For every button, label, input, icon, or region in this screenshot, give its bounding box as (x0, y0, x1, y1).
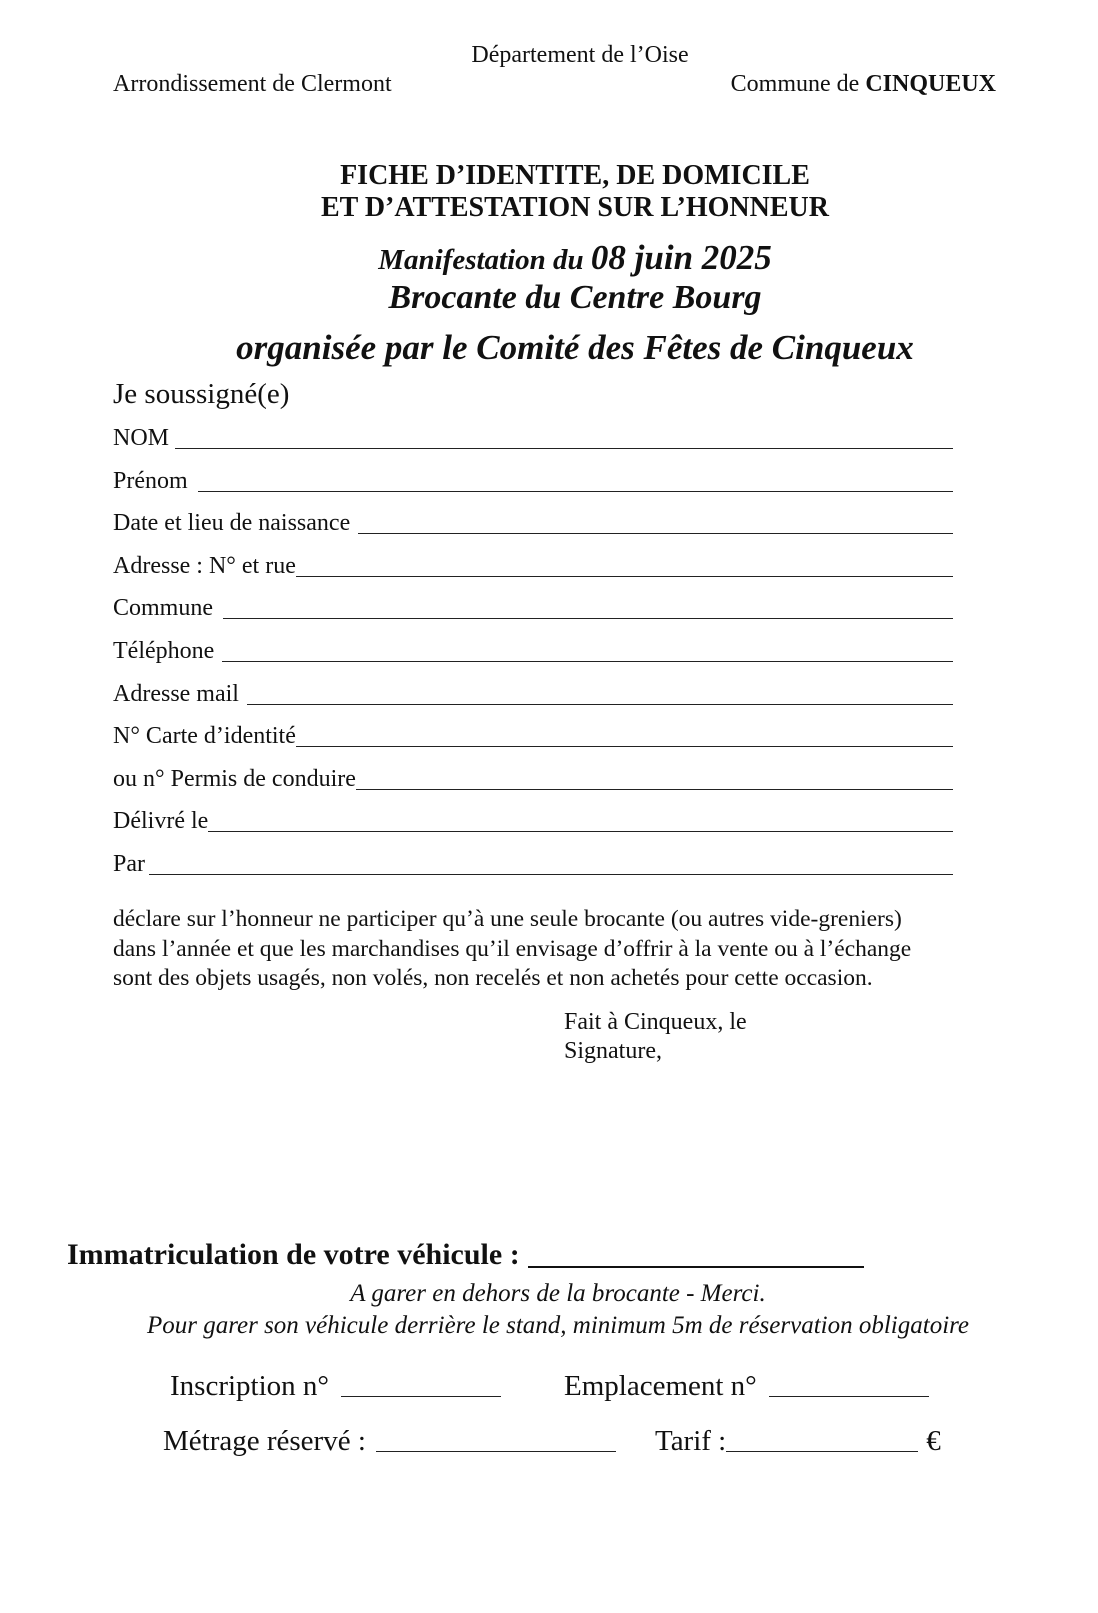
metrage-field (163, 1423, 616, 1458)
field-mail-label: Adresse mail (113, 681, 239, 707)
form-intro: Je soussigné(e) (113, 378, 290, 410)
vehicle-registration (67, 1236, 864, 1272)
event-organizer: organisée par le Comité des Fêtes de Cinqueux (236, 328, 914, 367)
field-par-label: Par (113, 851, 145, 877)
tarif-label: Tarif : (655, 1425, 727, 1457)
event-date-line (0, 238, 1098, 278)
declaration-text (113, 905, 1043, 994)
emplacement-label: Emplacement n° (564, 1370, 757, 1402)
vehicle-registration-label: Immatriculation de votre véhicule : (67, 1238, 520, 1271)
field-delivre (113, 803, 953, 835)
field-telephone-input-line[interactable] (222, 637, 953, 662)
commune-header (731, 71, 996, 98)
declaration-line-1: déclare sur l’honneur ne participer qu’à une seule brocante (ou autres vide-greniers) (113, 906, 902, 932)
field-telephone-label: Téléphone (113, 638, 215, 664)
field-nom-label: NOM (113, 425, 170, 451)
event-name: Brocante du Centre Bourg (388, 279, 762, 316)
inscription-field (170, 1368, 501, 1403)
emplacement-input-line[interactable] (769, 1368, 929, 1397)
declaration-line-3: sont des objets usagés, non volés, non recelés et non achetés pour cette occasion. (113, 965, 873, 991)
event-date: 08 juin 2025 (590, 238, 772, 277)
vehicle-registration-input-line[interactable] (528, 1236, 864, 1268)
arrondissement-header: Arrondissement de Clermont (113, 71, 392, 97)
currency-symbol: € (926, 1425, 941, 1457)
field-carte-identite-label: N° Carte d’identité (113, 723, 296, 749)
field-permis (113, 761, 953, 793)
field-nom-input-line[interactable] (175, 424, 953, 449)
signature-label: Signature, (564, 1038, 662, 1064)
field-par (113, 846, 953, 878)
commune-name: CINQUEUX (865, 71, 996, 97)
field-prenom-label: Prénom (113, 468, 188, 494)
field-prenom-input-line[interactable] (198, 467, 953, 492)
field-nom (113, 420, 953, 452)
field-naissance-input-line[interactable] (358, 509, 953, 534)
field-adresse (113, 548, 953, 580)
event-prefix: Manifestation du (378, 244, 591, 276)
field-permis-label: ou n° Permis de conduire (113, 766, 356, 792)
signature-block (564, 1008, 747, 1066)
field-telephone (113, 633, 953, 665)
parking-note-2: Pour garer son véhicule derrière le stand, minimum 5m de réservation obligatoire (146, 1312, 970, 1339)
field-par-input-line[interactable] (149, 850, 953, 875)
inscription-label: Inscription n° (170, 1370, 329, 1402)
field-delivre-label: Délivré le (113, 808, 209, 834)
field-naissance-label: Date et lieu de naissance (113, 510, 351, 536)
tarif-field (655, 1423, 941, 1458)
inscription-input-line[interactable] (341, 1368, 501, 1397)
tarif-input-line[interactable] (726, 1423, 918, 1452)
department-header: Département de l’Oise (471, 42, 689, 68)
parking-note-1: A garer en dehors de la brocante - Merci. (350, 1280, 766, 1307)
field-permis-input-line[interactable] (356, 765, 953, 790)
emplacement-field (564, 1368, 929, 1403)
metrage-label: Métrage réservé : (163, 1425, 366, 1457)
field-adresse-input-line[interactable] (296, 552, 953, 577)
declaration-line-2: dans l’année et que les marchandises qu’il envisage d’offrir à la vente ou à l’échange (113, 935, 912, 962)
commune-prefix: Commune de (730, 71, 866, 97)
field-commune-label: Commune (113, 595, 213, 621)
field-mail-input-line[interactable] (247, 680, 953, 705)
field-carte-identite (113, 718, 953, 750)
field-adresse-label: Adresse : N° et rue (113, 553, 296, 579)
form-title-line-1: FICHE D’IDENTITE, DE DOMICILE (340, 160, 810, 191)
field-carte-identite-input-line[interactable] (296, 722, 953, 747)
metrage-input-line[interactable] (376, 1423, 616, 1452)
field-mail (113, 676, 953, 708)
form-title-line-2: ET D’ATTESTATION SUR L’HONNEUR (320, 192, 829, 223)
field-commune-input-line[interactable] (223, 594, 953, 619)
signature-place: Fait à Cinqueux, le (564, 1009, 747, 1035)
field-commune (113, 590, 953, 622)
field-naissance (113, 505, 953, 537)
field-delivre-input-line[interactable] (208, 807, 953, 832)
field-prenom (113, 463, 953, 495)
